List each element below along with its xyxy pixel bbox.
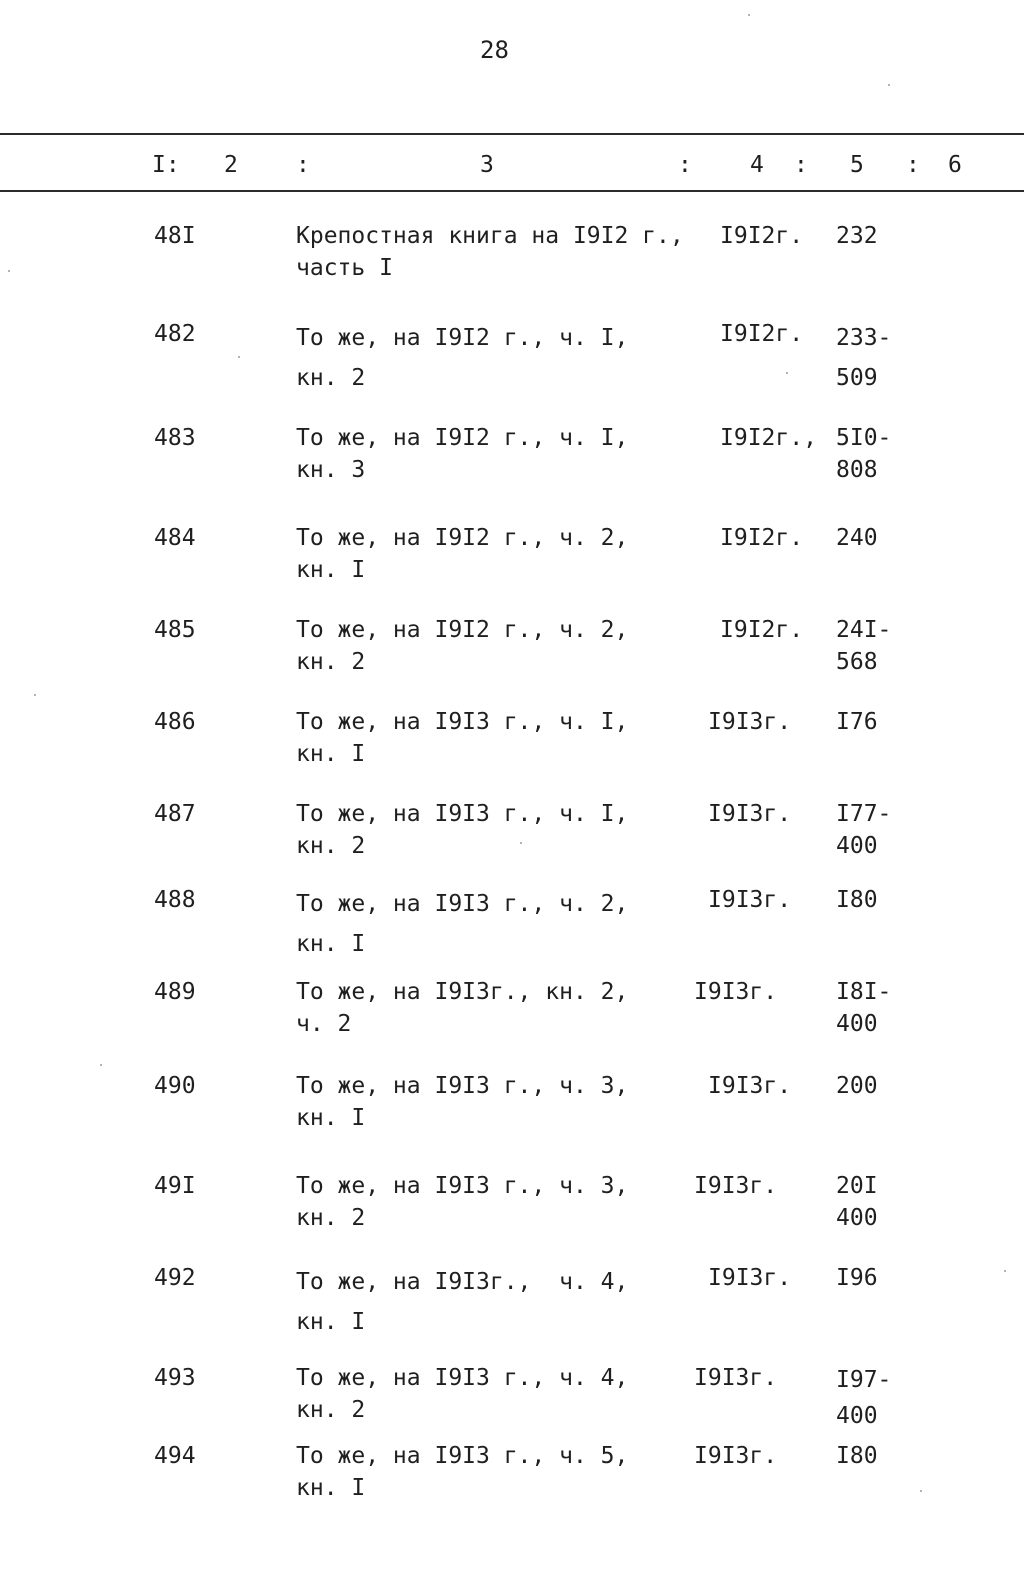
item-sheets xyxy=(836,706,878,738)
description-line: То же, на I9I3 г., ч. 3, xyxy=(296,1173,629,1199)
description-line: кн. 3 xyxy=(296,457,366,483)
description-line: кн. 2 xyxy=(296,1397,366,1423)
item-number: 486 xyxy=(154,709,196,735)
description-line: кн. 2 xyxy=(296,649,366,675)
description-line: кн. I xyxy=(296,1475,366,1501)
description-line: То же, на I9I3г., ч. 4, xyxy=(296,1269,629,1295)
item-date: I9I2г., xyxy=(720,425,817,451)
item-number: 494 xyxy=(154,1443,196,1469)
item-description xyxy=(296,614,628,678)
sheets-line: 400 xyxy=(836,1205,878,1231)
item-description xyxy=(296,1070,628,1134)
item-number: 483 xyxy=(154,425,196,451)
item-description xyxy=(296,1170,628,1234)
scan-speck xyxy=(238,356,240,358)
sheets-line: 20I xyxy=(836,1173,878,1199)
item-date: I9I3г. xyxy=(694,979,778,1005)
item-description xyxy=(296,1362,628,1426)
item-date: I9I3г. xyxy=(708,887,792,913)
sheets-line: 24I- xyxy=(836,617,892,643)
scan-speck xyxy=(34,694,36,696)
item-number: 490 xyxy=(154,1073,196,1099)
item-number: 487 xyxy=(154,801,196,827)
sheets-line: 509 xyxy=(836,365,878,391)
description-line: То же, на I9I3 г., ч. I, xyxy=(296,709,629,735)
item-date: I9I3г. xyxy=(708,709,792,735)
item-description xyxy=(296,1440,628,1504)
description-line: То же, на I9I2 г., ч. I, xyxy=(296,425,629,451)
description-line: То же, на I9I3 г., ч. 2, xyxy=(296,891,629,917)
item-description xyxy=(296,976,628,1040)
item-sheets xyxy=(836,614,891,678)
item-number: 485 xyxy=(154,617,196,643)
item-sheets xyxy=(836,1170,878,1234)
item-sheets xyxy=(836,220,878,252)
item-date: I9I3г. xyxy=(694,1443,778,1469)
item-date: I9I2г. xyxy=(720,617,804,643)
scan-speck xyxy=(8,270,10,272)
sheets-line: I97- xyxy=(836,1367,892,1393)
sheets-line: 240 xyxy=(836,525,878,551)
sheets-line: 808 xyxy=(836,457,878,483)
description-line: Крепостная книга на I9I2 г., xyxy=(296,223,684,249)
item-date: I9I2г. xyxy=(720,321,804,347)
item-date: I9I2г. xyxy=(720,525,804,551)
description-line: кн. I xyxy=(296,1309,366,1335)
sheets-line: 200 xyxy=(836,1073,878,1099)
item-number: 489 xyxy=(154,979,196,1005)
scan-speck xyxy=(748,14,750,16)
item-date: I9I3г. xyxy=(694,1173,778,1199)
item-date: I9I2г. xyxy=(720,223,804,249)
description-line: То же, на I9I2 г., ч. I, xyxy=(296,325,629,351)
item-description xyxy=(296,798,628,862)
item-date: I9I3г. xyxy=(708,801,792,827)
scan-speck xyxy=(1004,1270,1006,1272)
sheets-line: 5I0- xyxy=(836,425,892,451)
header-col-4: 4 xyxy=(750,152,764,178)
sheets-line: I8I- xyxy=(836,979,892,1005)
header-separator: : xyxy=(678,152,692,178)
description-line: То же, на I9I3 г., ч. 4, xyxy=(296,1365,629,1391)
item-description xyxy=(296,706,628,770)
item-sheets xyxy=(836,422,891,486)
sheets-line: I76 xyxy=(836,709,878,735)
sheets-line: 400 xyxy=(836,1011,878,1037)
sheets-line: I80 xyxy=(836,887,878,913)
item-description xyxy=(296,1262,628,1342)
description-line: То же, на I9I3 г., ч. 3, xyxy=(296,1073,629,1099)
item-number: 484 xyxy=(154,525,196,551)
sheets-line: I96 xyxy=(836,1265,878,1291)
description-line: ч. 2 xyxy=(296,1011,352,1037)
description-line: То же, на I9I3 г., ч. I, xyxy=(296,801,629,827)
description-line: кн. 2 xyxy=(296,365,366,391)
header-col-2: 2 xyxy=(224,152,238,178)
description-line: То же, на I9I2 г., ч. 2, xyxy=(296,525,629,551)
item-number: 482 xyxy=(154,321,196,347)
description-line: кн. I xyxy=(296,1105,366,1131)
item-description xyxy=(296,318,628,398)
description-line: кн. I xyxy=(296,557,366,583)
header-col-3: 3 xyxy=(480,152,494,178)
item-number: 48I xyxy=(154,223,196,249)
item-sheets xyxy=(836,1440,878,1472)
sheets-line: 568 xyxy=(836,649,878,675)
item-description xyxy=(296,422,628,486)
item-description xyxy=(296,522,628,586)
scan-speck xyxy=(786,372,788,374)
item-date: I9I3г. xyxy=(708,1265,792,1291)
sheets-line: 400 xyxy=(836,1403,878,1429)
item-sheets xyxy=(836,1362,891,1434)
item-sheets xyxy=(836,1070,878,1102)
description-line: кн. 2 xyxy=(296,833,366,859)
item-sheets xyxy=(836,522,878,554)
description-line: кн. I xyxy=(296,741,366,767)
header-top-rule xyxy=(0,133,1024,135)
item-date: I9I3г. xyxy=(694,1365,778,1391)
header-separator: : xyxy=(906,152,920,178)
item-sheets xyxy=(836,976,891,1040)
sheets-line: 232 xyxy=(836,223,878,249)
description-line: кн. 2 xyxy=(296,1205,366,1231)
item-date: I9I3г. xyxy=(708,1073,792,1099)
description-line: То же, на I9I3г., кн. 2, xyxy=(296,979,629,1005)
item-sheets xyxy=(836,798,891,862)
sheets-line: 400 xyxy=(836,833,878,859)
header-separator: : xyxy=(794,152,808,178)
header-bottom-rule xyxy=(0,190,1024,192)
description-line: То же, на I9I2 г., ч. 2, xyxy=(296,617,629,643)
item-number: 493 xyxy=(154,1365,196,1391)
item-number: 492 xyxy=(154,1265,196,1291)
sheets-line: 233- xyxy=(836,325,892,351)
item-sheets xyxy=(836,884,878,916)
description-line: То же, на I9I3 г., ч. 5, xyxy=(296,1443,629,1469)
header-col-1: I: xyxy=(152,152,180,178)
description-line: часть I xyxy=(296,255,393,281)
header-col-6: 6 xyxy=(948,152,962,178)
item-description xyxy=(296,884,628,964)
header-separator: : xyxy=(296,152,310,178)
header-col-5: 5 xyxy=(850,152,864,178)
item-sheets xyxy=(836,318,891,398)
sheets-line: I77- xyxy=(836,801,892,827)
scan-speck xyxy=(100,1064,102,1066)
item-number: 49I xyxy=(154,1173,196,1199)
scan-speck xyxy=(888,84,890,86)
page-number: 28 xyxy=(480,36,509,64)
scan-speck xyxy=(920,1490,922,1492)
item-description xyxy=(296,220,684,284)
item-number: 488 xyxy=(154,887,196,913)
scan-speck xyxy=(520,842,522,844)
description-line: кн. I xyxy=(296,931,366,957)
sheets-line: I80 xyxy=(836,1443,878,1469)
item-sheets xyxy=(836,1262,878,1294)
